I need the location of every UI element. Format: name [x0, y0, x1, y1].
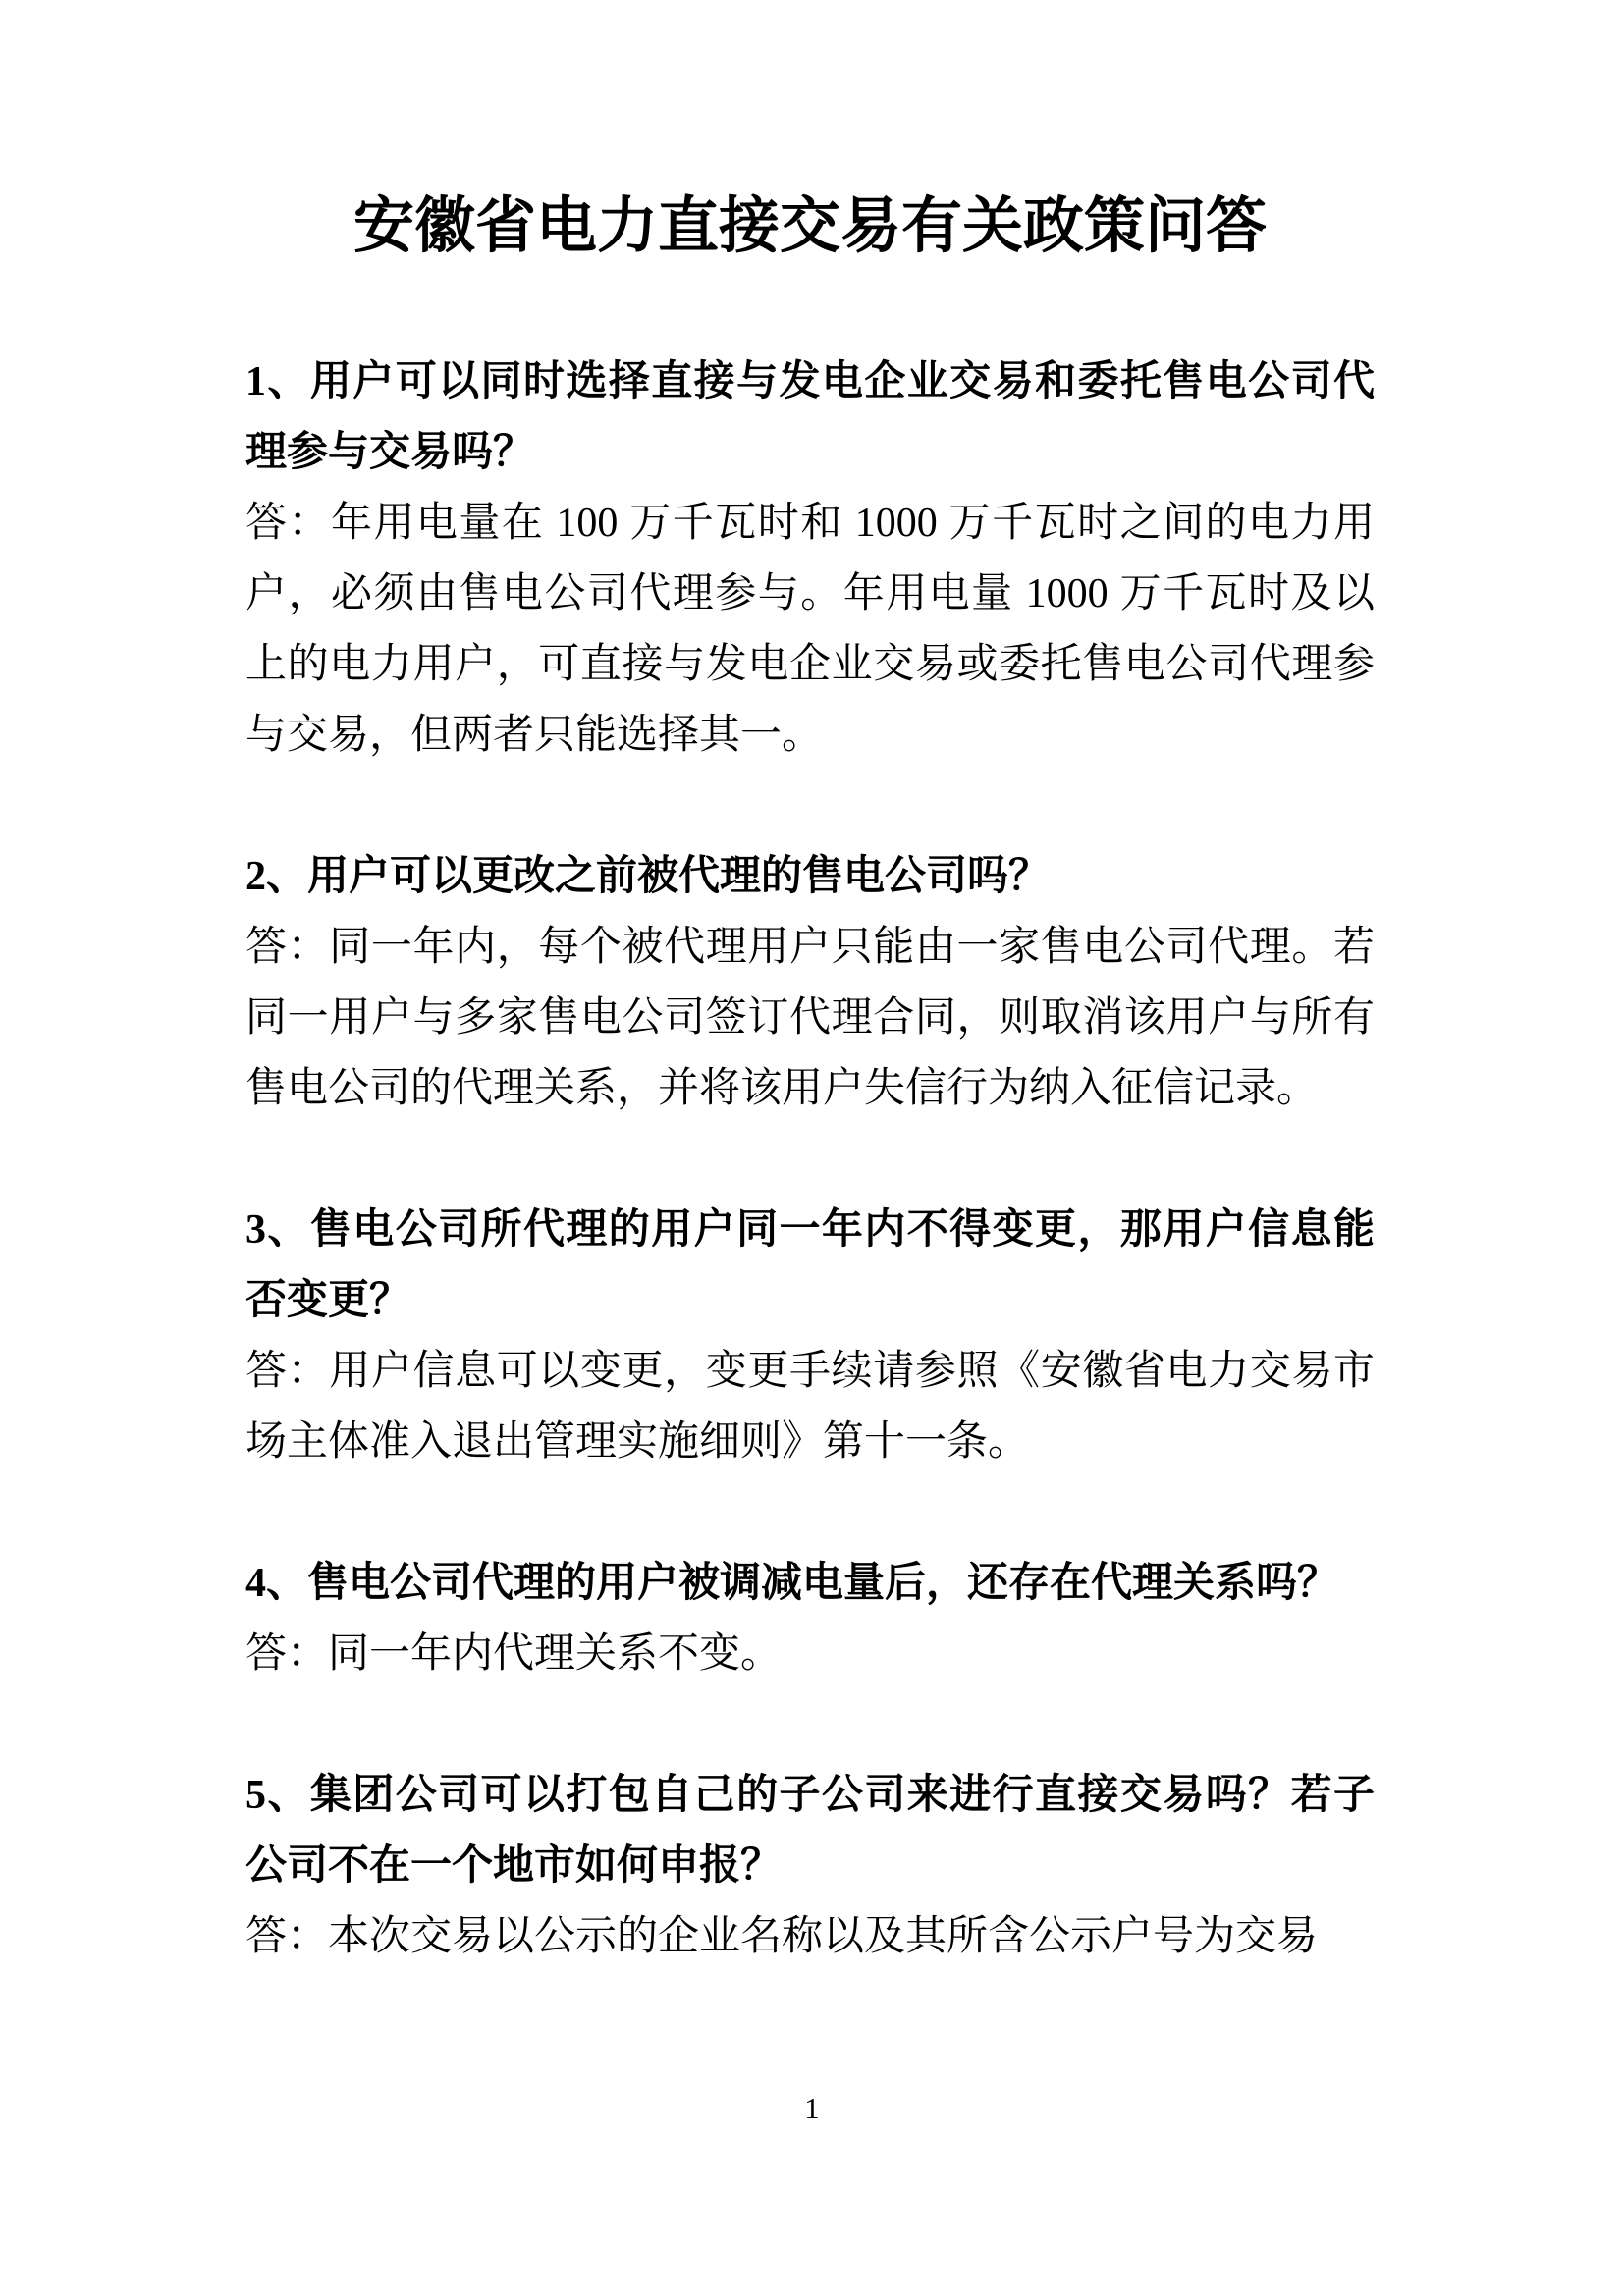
page-number: 1 — [804, 2091, 820, 2125]
question-2: 2、用户可以更改之前被代理的售电公司吗？ — [245, 854, 1051, 899]
qa-section-3 — [245, 1195, 1375, 1477]
qa-section-4 — [245, 1548, 1375, 1689]
question-4: 4、售电公司代理的用户被调减电量后，还存在代理关系吗？ — [245, 1561, 1339, 1606]
question-1: 1、用户可以同时选择直接与发电企业交易和委托售电公司代理参与交易吗？ — [245, 359, 1375, 475]
answer-3: 答：用户信息可以变更，变更手续请参照《安徽省电力交易市场主体准入退出管理实施细则》第十一条。 — [245, 1349, 1375, 1465]
question-5: 5、集团公司可以打包自己的子公司来进行直接交易吗？若子公司不在一个地市如何申报？ — [245, 1773, 1375, 1889]
qa-section-5 — [245, 1760, 1375, 1972]
page-title: 安徽省电力直接交易有关政策问答 — [352, 193, 1267, 260]
answer-4: 答：同一年内代理关系不变。 — [245, 1631, 783, 1677]
qa-section-2 — [245, 841, 1375, 1124]
answer-5: 答：本次交易以公示的企业名称以及其所含公示户号为交易 — [245, 1914, 1319, 1959]
answer-1: 答：年用电量在 100 万千瓦时和 1000 万千瓦时之间的电力用户，必须由售电公司代理参与。年用电量 1000 万千瓦时及以上的电力用户，可直接与发电企业交易或委托售电公司代理参与交易，但两者只能选择其一。 — [245, 501, 1375, 758]
answer-2: 答：同一年内，每个被代理用户只能由一家售电公司代理。若同一用户与多家售电公司签订代理合同，则取消该用户与所有售电公司的代理关系，并将该用户失信行为纳入征信记录。 — [245, 925, 1375, 1111]
question-3: 3、售电公司所代理的用户同一年内不得变更，那用户信息能否变更？ — [245, 1207, 1375, 1323]
qa-section-1 — [245, 347, 1375, 771]
